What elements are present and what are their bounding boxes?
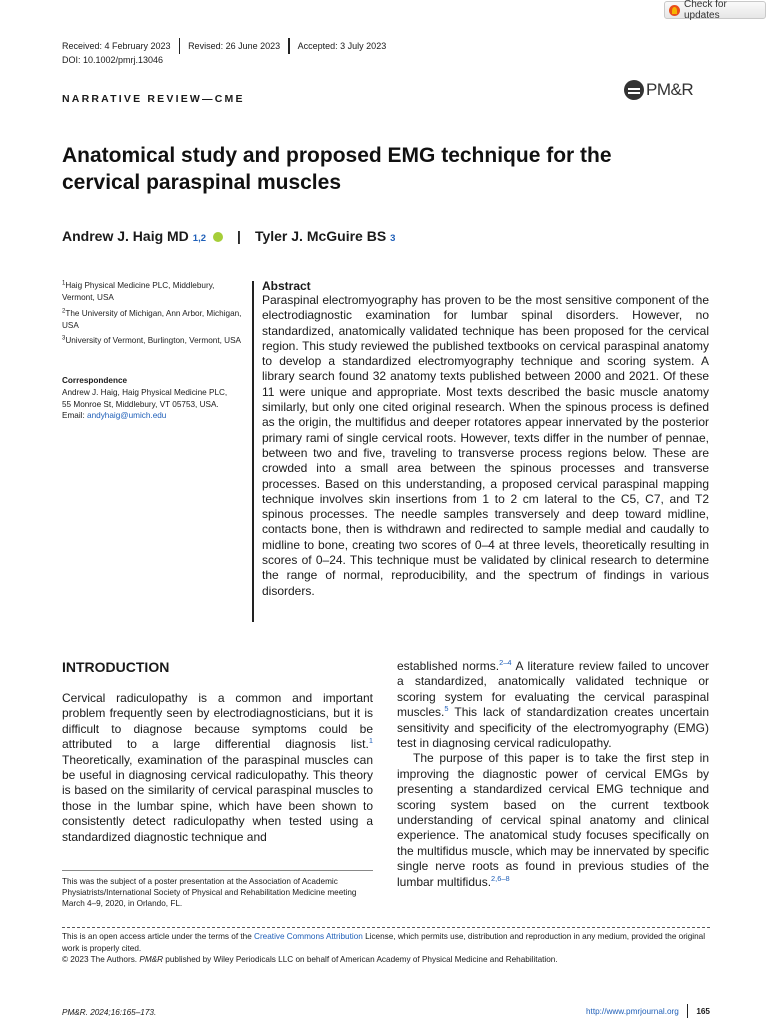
- crossmark-icon: [669, 5, 680, 16]
- citation-link[interactable]: 2–4: [499, 658, 512, 667]
- correspondence-details: [62, 387, 252, 422]
- author-name[interactable]: Tyler J. McGuire BS: [254, 228, 387, 244]
- affiliation: [62, 335, 242, 347]
- date-divider: [179, 38, 181, 54]
- correspondence-email-line: [62, 410, 252, 422]
- author-list: [62, 228, 395, 244]
- doi: DOI: 10.1002/pmrj.13046: [62, 55, 164, 65]
- affiliation-number: 1: [62, 280, 66, 287]
- page-number: 165: [696, 1006, 710, 1016]
- license-link[interactable]: Creative Commons Attribution: [254, 932, 363, 941]
- page-footer: [586, 1004, 710, 1018]
- journal-url-link[interactable]: http://www.pmrjournal.org: [585, 1006, 679, 1016]
- received-date: Received: 4 February 2023: [62, 41, 171, 51]
- body-text: Theoretically, examination of the paraspinal muscles can be useful in diagnosing cervical radiculopathy. This theory is based on the similarity of cervical paraspinal muscles to those in the lumbar spine, which have been shown to consistently detect radiculopathy when tested using a standardized diagnostic technique and: [62, 752, 373, 844]
- footnote-rule: [62, 870, 373, 871]
- revised-date: Revised: 26 June 2023: [188, 41, 281, 51]
- correspondence-heading: Correspondence: [62, 376, 128, 385]
- check-for-updates-button[interactable]: [664, 1, 766, 19]
- correspondence-line: Andrew J. Haig, Haig Physical Medicine PLC,: [62, 388, 228, 397]
- body-paragraph: [397, 751, 709, 890]
- body-text: A literature review failed to uncover a standardized, anatomically validated technique or scoring system for evaluating the cervical paraspinal muscles.: [397, 659, 710, 720]
- body-column-right: [397, 659, 709, 890]
- affiliation-text: University of Vermont, Burlington, Vermont, USA: [65, 336, 241, 345]
- license-notice: [62, 931, 710, 966]
- author-affiliation-ref[interactable]: 1,2: [192, 233, 207, 244]
- license-line: [62, 931, 710, 954]
- copyright-journal: PM&R: [139, 955, 164, 964]
- footer-divider: [687, 1004, 689, 1018]
- affiliation-text: Haig Physical Medicine PLC, Middlebury, Vermont, USA: [62, 281, 215, 302]
- copyright-text: published by Wiley Periodicals LLC on behalf of American Academy of Physical Medicine and Rehabilitation.: [163, 955, 558, 964]
- license-text: License, which permits use, distribution and reproduction in any medium, provided the original work is properly cited.: [62, 932, 706, 953]
- citation-link[interactable]: 2,6–8: [491, 873, 510, 883]
- article-title: Anatomical study and proposed EMG technique for the cervical paraspinal muscles: [62, 144, 612, 194]
- body-paragraph: [397, 659, 709, 751]
- correspondence-line: 55 Monroe St, Middlebury, VT 05753, USA.: [62, 399, 219, 409]
- footnote: This was the subject of a poster presentation at the Association of Academic Physiatrists/International Society of Physical and Rehabilitation Medicine meeting March 4–9, 2020, in Orlando, FL.: [62, 877, 357, 908]
- abstract-heading: Abstract: [262, 279, 311, 293]
- citation-link[interactable]: 5: [444, 704, 449, 714]
- date-divider: [288, 38, 290, 54]
- check-for-updates-label: Check for updates: [684, 0, 727, 21]
- article-dates: [62, 38, 386, 54]
- author-affiliation-ref[interactable]: 3: [390, 233, 396, 244]
- body-text: The purpose of this paper is to take the first step in improving the diagnostic power of cervical EMGs by presenting a standardized cervical EMG technique and scoring system based on the current textbook understanding of cervical spinal anatomy and clinical experience. The anatomical study focuses specifically on the multifidus muscle, which may be innervated by specific single nerve roots as found in previous studies of the lumbar multifidus.: [397, 751, 709, 889]
- journal-logo-text: PM&R: [646, 80, 694, 99]
- email-label: Email:: [62, 411, 88, 420]
- affiliation-number: 3: [62, 335, 66, 342]
- orcid-icon[interactable]: [213, 232, 223, 242]
- introduction-heading: INTRODUCTION: [62, 659, 170, 675]
- email-link[interactable]: andyhaig@umich.edu: [87, 411, 167, 420]
- body-text: This lack of standardization creates uncertain sensitivity and specificity of the electromyography (EMG) test in diagnosing cervical radiculopathy.: [397, 705, 709, 751]
- citation-link[interactable]: 1: [368, 736, 373, 746]
- author-separator: |: [237, 228, 241, 244]
- abstract-text: Paraspinal electromyography has proven to be the most sensitive component of the electrodiagnostic examination for lumbar spinal disorders. However, no standardized, anatomically validated technique has been proposed for the cervical region. This study reviewed the published textbooks on cervical paraspinal anatomy to develop a standardized electromyography technique and scoring system. A library search found 32 anatomy texts published between 2000 and 2021. Of these 11 were unique and appropriate. Most texts described the basic muscle anatomy similarly, but only one cited original research. When the spinous process is defined as the origin, the multifidus and deeper rotatores appear innervated by the posterior primary rami of single cervical roots. However, texts differ in the number of pennae, between two and five, traveling to transverse process regions below. These are crowded into a small area between the spinous processes and transverse processes. Based on this understanding, a proposed cervical paraspinal mapping technique involves skin insertions from 1 to 2 cm lateral to the C5, C7, and T2 spinous processes. The needle samples transversely and deep toward midline, contacts bone, then is withdrawn and redirected to sample medial and caudally to midline to bone, creating two scores of 0–4 at three levels, theoretically resulting in scores of 0–24. This technique must be validated by clinical research to determine the range of normal, reproducibility, and the spectrum of findings in various disorders.: [262, 293, 709, 598]
- affiliation-number: 2: [62, 308, 66, 315]
- body-column-left: [62, 691, 373, 845]
- journal-logo: [624, 80, 693, 100]
- body-text: Cervical radiculopathy is a common and important problem frequently seen by electrodiagnosticians, but it is difficult to diagnose because symptoms could be attributed to a large differential diagnosis list.: [62, 691, 373, 752]
- license-text: This is an open access article under the terms of the: [62, 932, 255, 941]
- license-rule: [62, 927, 710, 928]
- citation-footer: PM&R. 2024;16:165–173.: [62, 1008, 157, 1017]
- affiliation-text: The University of Michigan, Ann Arbor, Michigan, USA: [62, 309, 242, 330]
- body-text: established norms.: [397, 659, 500, 673]
- body-paragraph: [62, 691, 373, 845]
- author-name[interactable]: Andrew J. Haig MD: [62, 228, 189, 244]
- affiliation: [62, 280, 242, 303]
- affiliation: [62, 308, 242, 331]
- section-label: NARRATIVE REVIEW—CME: [62, 93, 245, 105]
- copyright-line: [62, 954, 710, 966]
- copyright-text: © 2023 The Authors.: [62, 955, 140, 964]
- abstract-rule: [252, 281, 254, 622]
- pmr-logo-icon: [624, 80, 644, 100]
- accepted-date: Accepted: 3 July 2023: [297, 41, 387, 51]
